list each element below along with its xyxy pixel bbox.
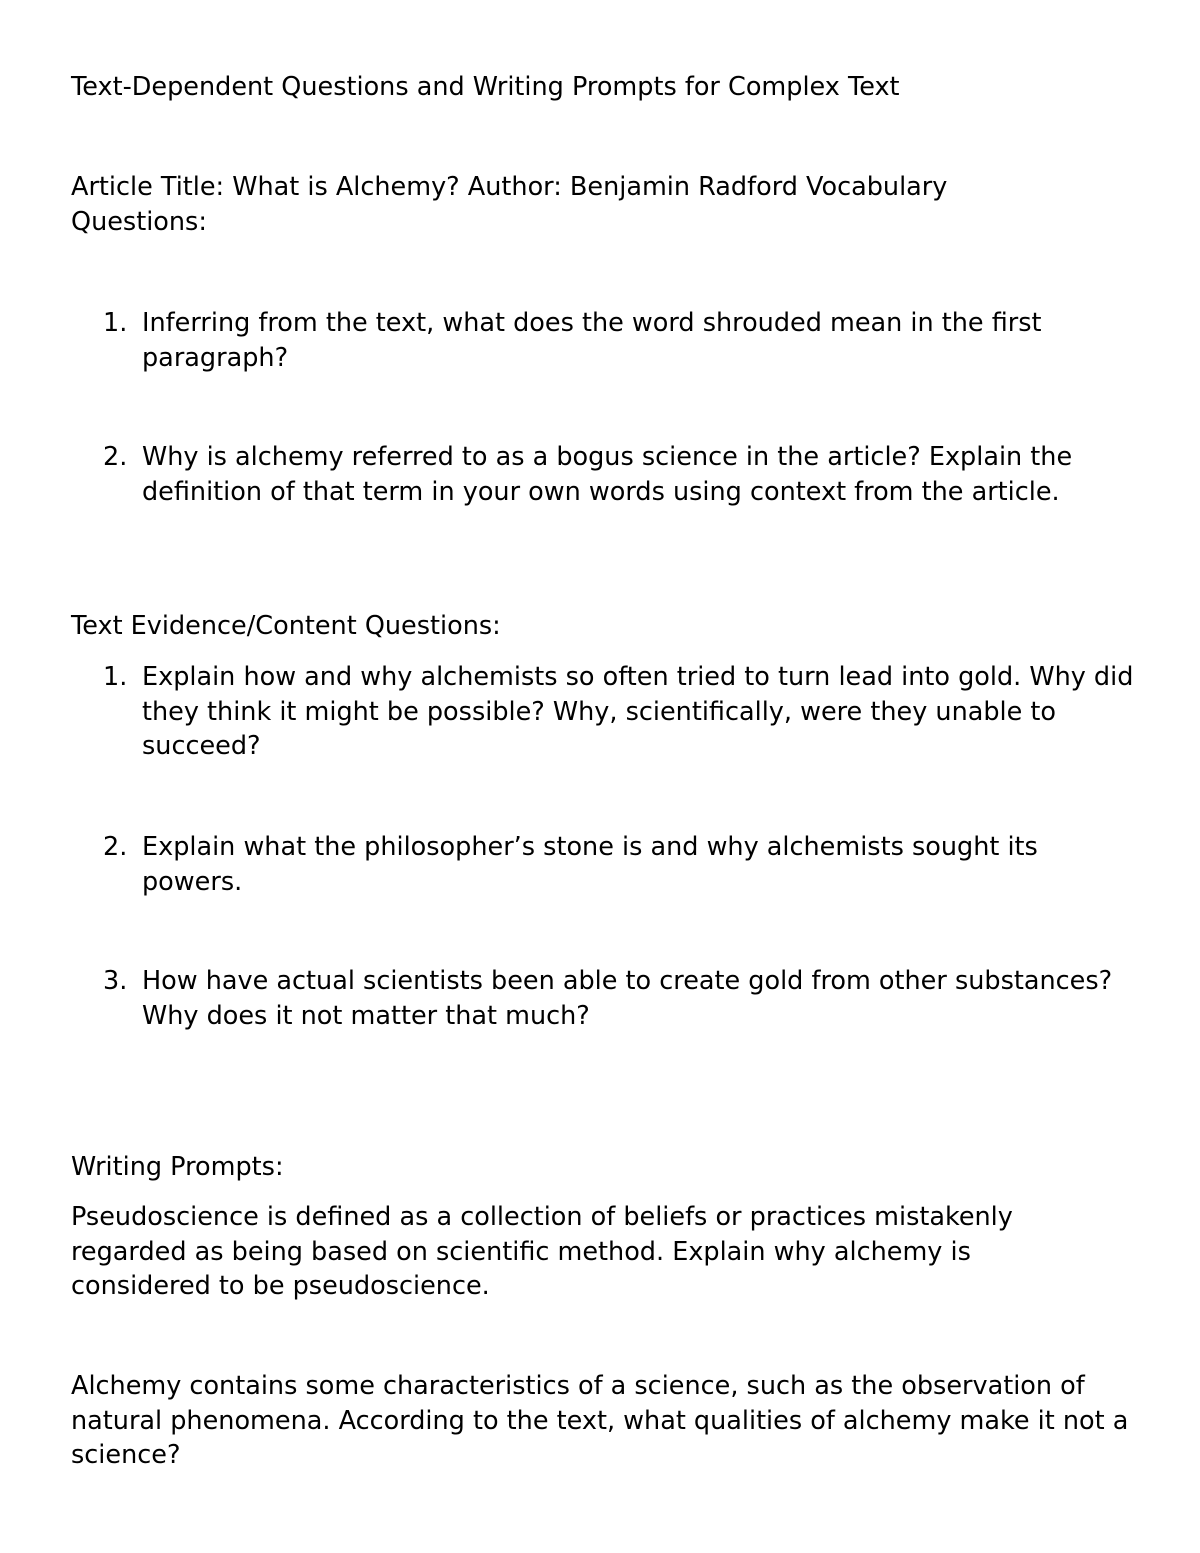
document-heading: Text-Dependent Questions and Writing Prompts for Complex Text bbox=[71, 72, 900, 102]
question-text: Why is alchemy referred to as a bogus science in the article? Explain the definition of that term in your own words using context from the article. bbox=[142, 442, 1073, 507]
writing-heading: Writing Prompts: bbox=[71, 1152, 284, 1182]
question-number: 3. bbox=[103, 966, 128, 996]
writing-prompt: Alchemy contains some characteristics of a science, such as the observation of natural phenomena. According to the text, what qualities of alchemy make it not a science? bbox=[71, 1371, 1129, 1470]
article-line: Article Title: What is Alchemy? Author: Benjamin Radford Vocabulary Questions: bbox=[71, 172, 948, 237]
evidence-heading: Text Evidence/Content Questions: bbox=[71, 611, 501, 641]
vocabulary-question bbox=[103, 440, 1143, 509]
question-number: 2. bbox=[103, 832, 128, 862]
question-text: Inferring from the text, what does the word shrouded mean in the first paragraph? bbox=[142, 308, 1042, 373]
evidence-question bbox=[103, 660, 1143, 764]
evidence-question bbox=[103, 830, 1143, 899]
question-text: Explain how and why alchemists so often tried to turn lead into gold. Why did they think it might be possible? Why, scientifically, were they unable to succeed? bbox=[142, 662, 1134, 761]
evidence-question bbox=[103, 964, 1143, 1033]
vocabulary-question bbox=[103, 306, 1143, 375]
question-number: 2. bbox=[103, 442, 128, 472]
question-number: 1. bbox=[103, 308, 128, 338]
question-text: How have actual scientists been able to create gold from other substances? Why does it not matter that much? bbox=[142, 966, 1113, 1031]
writing-prompt: Pseudoscience is defined as a collection of beliefs or practices mistakenly regarded as being based on scientific method. Explain why alchemy is considered to be pseudoscience. bbox=[71, 1202, 1013, 1301]
question-number: 1. bbox=[103, 662, 128, 692]
question-text: Explain what the philosopher’s stone is and why alchemists sought its powers. bbox=[142, 832, 1038, 897]
